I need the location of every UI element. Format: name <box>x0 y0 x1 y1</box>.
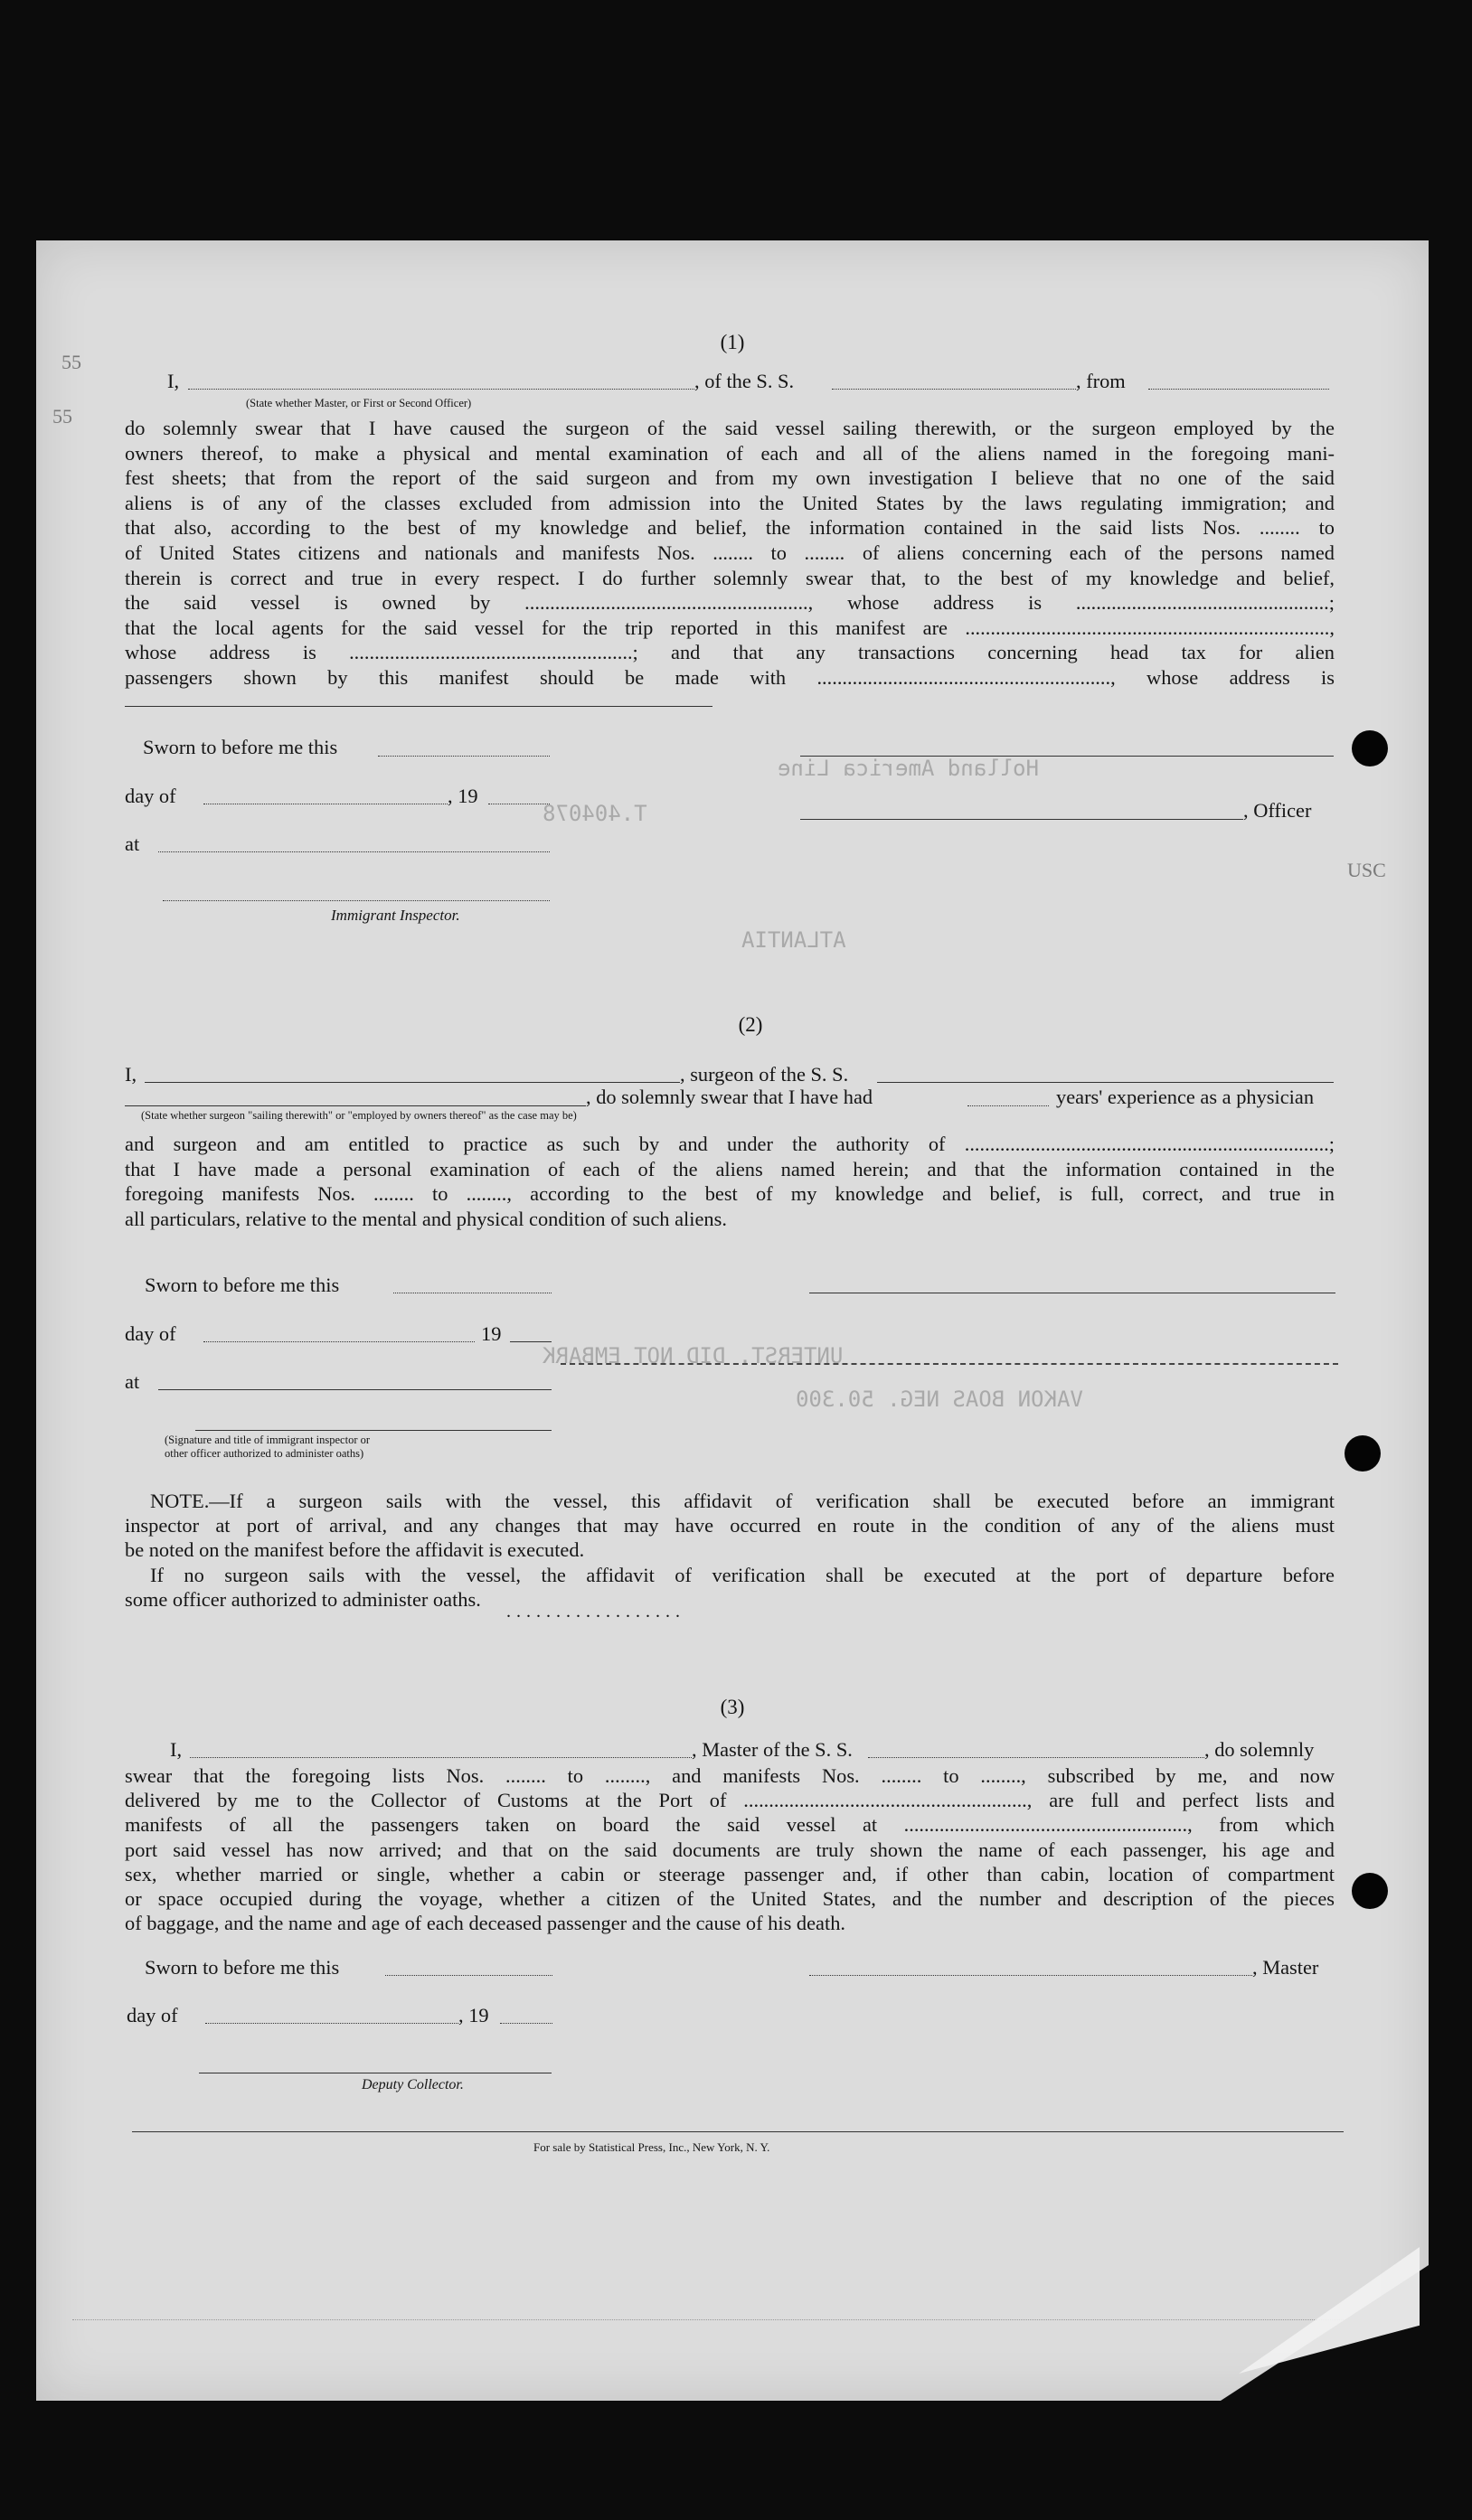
master-signature-field[interactable] <box>809 1975 1252 1976</box>
oath-1-ship-label: , of the S. S. <box>694 370 795 392</box>
inspector-caption: Immigrant Inspector. <box>331 907 460 924</box>
margin-mark: 55 <box>52 405 72 428</box>
affidavit-1-line: fest sheets; that from the report of the said surgeon and from my own investigation I believe that no one of the said <box>125 466 1335 490</box>
margin-mark: USC <box>1347 859 1386 881</box>
note-line: be noted on the manifest before the affidavit is executed. <box>125 1538 585 1562</box>
officer-signature-field[interactable] <box>800 756 1334 757</box>
surgeon-of-label: , surgeon of the S. S. <box>680 1063 849 1086</box>
sworn-label-2: Sworn to before me this <box>145 1274 340 1296</box>
year-label-2: 19 <box>481 1322 502 1345</box>
officer-name-field[interactable] <box>188 389 694 390</box>
day-of-label: day of <box>125 785 176 807</box>
master-ship-field[interactable] <box>868 1757 1204 1758</box>
section-2-number: (2) <box>738 1013 763 1036</box>
port-from-field[interactable] <box>1148 389 1329 390</box>
surgeon-hint: (State whether surgeon "sailing therewith" or "employed by owners thereof" as the case may be) <box>141 1109 577 1122</box>
signature-caption-1: (Signature and title of immigrant inspector or <box>165 1434 371 1446</box>
at-label: at <box>125 832 140 855</box>
surgeon-sworn-label: , do solemnly swear that I have had <box>586 1086 873 1108</box>
sworn-label: Sworn to before me this <box>143 736 338 758</box>
oath-2-i: I, <box>125 1063 137 1086</box>
surgeon-name-field[interactable] <box>145 1082 680 1083</box>
note-line: inspector at port of arrival, and any changes that may have occurred en route in the condition of any of the aliens must <box>125 1514 1335 1537</box>
officer-hint: (State whether Master, or First or Second Officer) <box>246 397 472 409</box>
affidavit-3-line: port said vessel has now arrived; and that on the said documents are truly shown the name of each passenger, his age and <box>125 1838 1335 1861</box>
affidavit-1-line: of United States citizens and nationals and manifests Nos. ........ to ........ of aliens concerning each of the persons named <box>125 541 1335 564</box>
year-field-3[interactable] <box>500 2023 552 2024</box>
affidavit-1-line: do solemnly swear that I have caused the surgeon of the said vessel sailing therewith, or the surgeon employed by the <box>125 417 1335 439</box>
day-of-label-3: day of <box>127 2004 178 2026</box>
at-label-2: at <box>125 1370 140 1393</box>
printer-footer: For sale by Statistical Press, Inc., New York, N. Y. <box>533 2140 770 2154</box>
affidavit-2-line: all particulars, relative to the mental and physical condition of such aliens. <box>125 1207 727 1230</box>
manifest-page <box>36 240 1429 2401</box>
year-field-2[interactable] <box>510 1341 552 1342</box>
note-line: some officer authorized to administer oaths. <box>125 1587 481 1611</box>
affidavit-1-line: that the local agents for the said vessel for the trip reported in this manifest are ........................................................................, <box>125 616 1335 639</box>
punch-hole <box>1352 1873 1388 1909</box>
note-line: NOTE.—If a surgeon sails with the vessel, this affidavit of verification shall be executed before an immigrant <box>150 1490 1335 1512</box>
affidavit-1-line: owners thereof, to make a physical and mental examination of each and all of the aliens named in the foregoing mani- <box>125 441 1335 465</box>
affidavit-1-line: therein is correct and true in every respect. I do further solemnly swear that, to the best of my knowledge and belief, <box>125 566 1335 589</box>
signature-rule <box>125 706 712 707</box>
master-name-field[interactable] <box>190 1757 692 1758</box>
struck-line <box>561 1363 1338 1365</box>
signature-caption-2: other officer authorized to administer oaths) <box>165 1447 364 1460</box>
sworn-date-field-3[interactable] <box>385 1975 552 1976</box>
affidavit-3-line: manifests of all the passengers taken on board the said vessel at ........................................................, from which <box>125 1813 1335 1837</box>
affidavit-3-line: sex, whether married or single, whether a cabin or steerage passenger and, if other than cabin, location of compartment <box>125 1862 1335 1885</box>
officer-label: , Officer <box>1243 799 1312 822</box>
affidavit-2-line: foregoing manifests Nos. ........ to ........, according to the best of my knowledge and belief, is full, correct, and true in <box>125 1182 1335 1206</box>
footer-rule <box>132 2131 1344 2132</box>
affidavit-3-line: delivered by me to the Collector of Customs at the Port of ........................................................, are full and perfect lists and <box>125 1789 1335 1812</box>
year-label-3: , 19 <box>458 2004 489 2026</box>
affidavit-2-line: that I have made a personal examination of each of the aliens named herein; and that the information contained in the <box>125 1157 1335 1180</box>
punch-hole <box>1345 1435 1381 1472</box>
master-label: , Master <box>1252 1956 1319 1979</box>
affidavit-3-line: of baggage, and the name and age of each deceased passenger and the cause of his death. <box>125 1912 845 1935</box>
bleed-through-text: VAKON BOAS NEG. 50.300 <box>796 1387 1083 1412</box>
bleed-through-text: Holland America Line <box>778 756 1039 781</box>
day-of-label-2: day of <box>125 1322 176 1345</box>
years-experience-field[interactable] <box>967 1105 1049 1106</box>
bottom-rule <box>72 2319 1392 2320</box>
section-1-number: (1) <box>720 331 745 353</box>
margin-mark: 55 <box>61 351 81 373</box>
years-label: years' experience as a physician <box>1056 1086 1315 1108</box>
witness-signature-field[interactable] <box>195 1430 552 1431</box>
affidavit-1-line: passengers shown by this manifest should be made with .........................................................., whose address is <box>125 666 1335 689</box>
inspector-signature-field[interactable] <box>163 900 550 901</box>
year-label: , 19 <box>448 785 478 807</box>
dotted-separator: .................. <box>506 1602 685 1622</box>
bleed-through-text: UNTERST. DID NOT EMBARK <box>543 1343 844 1368</box>
affidavit-1-line: the said vessel is owned by ........................................................, whose address is ..................................................; <box>125 591 1335 615</box>
section-3-number: (3) <box>720 1696 745 1718</box>
deputy-caption: Deputy Collector. <box>362 2077 464 2092</box>
master-of-label: , Master of the S. S. <box>692 1738 853 1761</box>
affidavit-1-line: aliens is of any of the classes excluded from admission into the United States by the laws regulating immigration; and <box>125 491 1335 514</box>
day-of-field-3[interactable] <box>205 2023 458 2024</box>
sworn-label-3: Sworn to before me this <box>145 1956 340 1979</box>
punch-hole <box>1352 730 1388 766</box>
affidavit-2-line: and surgeon and am entitled to practice as such by and under the authority of ........................................................................; <box>125 1133 1335 1155</box>
affidavit-3-line: swear that the foregoing lists Nos. ........ to ........, and manifests Nos. ........ to ........, subscribed by me, and now <box>125 1764 1335 1787</box>
master-swear-label: , do solemnly <box>1204 1738 1315 1761</box>
oath-1-i: I, <box>167 370 180 392</box>
officer-signature-line[interactable] <box>800 819 1243 820</box>
bleed-through-text: T.404078 <box>543 801 647 826</box>
at-field-2[interactable] <box>158 1389 552 1390</box>
at-field[interactable] <box>158 851 550 852</box>
note-line: If no surgeon sails with the vessel, the affidavit of verification shall be executed at the port of departure before <box>150 1563 1335 1586</box>
sworn-date-field[interactable] <box>378 756 550 757</box>
affidavit-3-line: or space occupied during the voyage, whether a citizen of the United States, and the number and description of the pieces <box>125 1887 1335 1910</box>
ship-name-field[interactable] <box>832 389 1076 390</box>
surgeon-ship-field[interactable] <box>877 1082 1334 1083</box>
day-of-field-2[interactable] <box>203 1341 475 1342</box>
bleed-through-text: ATLANTIA <box>741 927 846 953</box>
surgeon-type-field[interactable] <box>125 1105 586 1106</box>
oath-3-i: I, <box>170 1738 183 1761</box>
affidavit-1-line: that also, according to the best of my knowledge and belief, the information contained in the said lists Nos. ........ to <box>125 516 1335 540</box>
affidavit-1-line: whose address is ........................................................; and that any transactions concerning head tax for alien <box>125 641 1335 664</box>
oath-1-from-label: , from <box>1076 370 1126 392</box>
